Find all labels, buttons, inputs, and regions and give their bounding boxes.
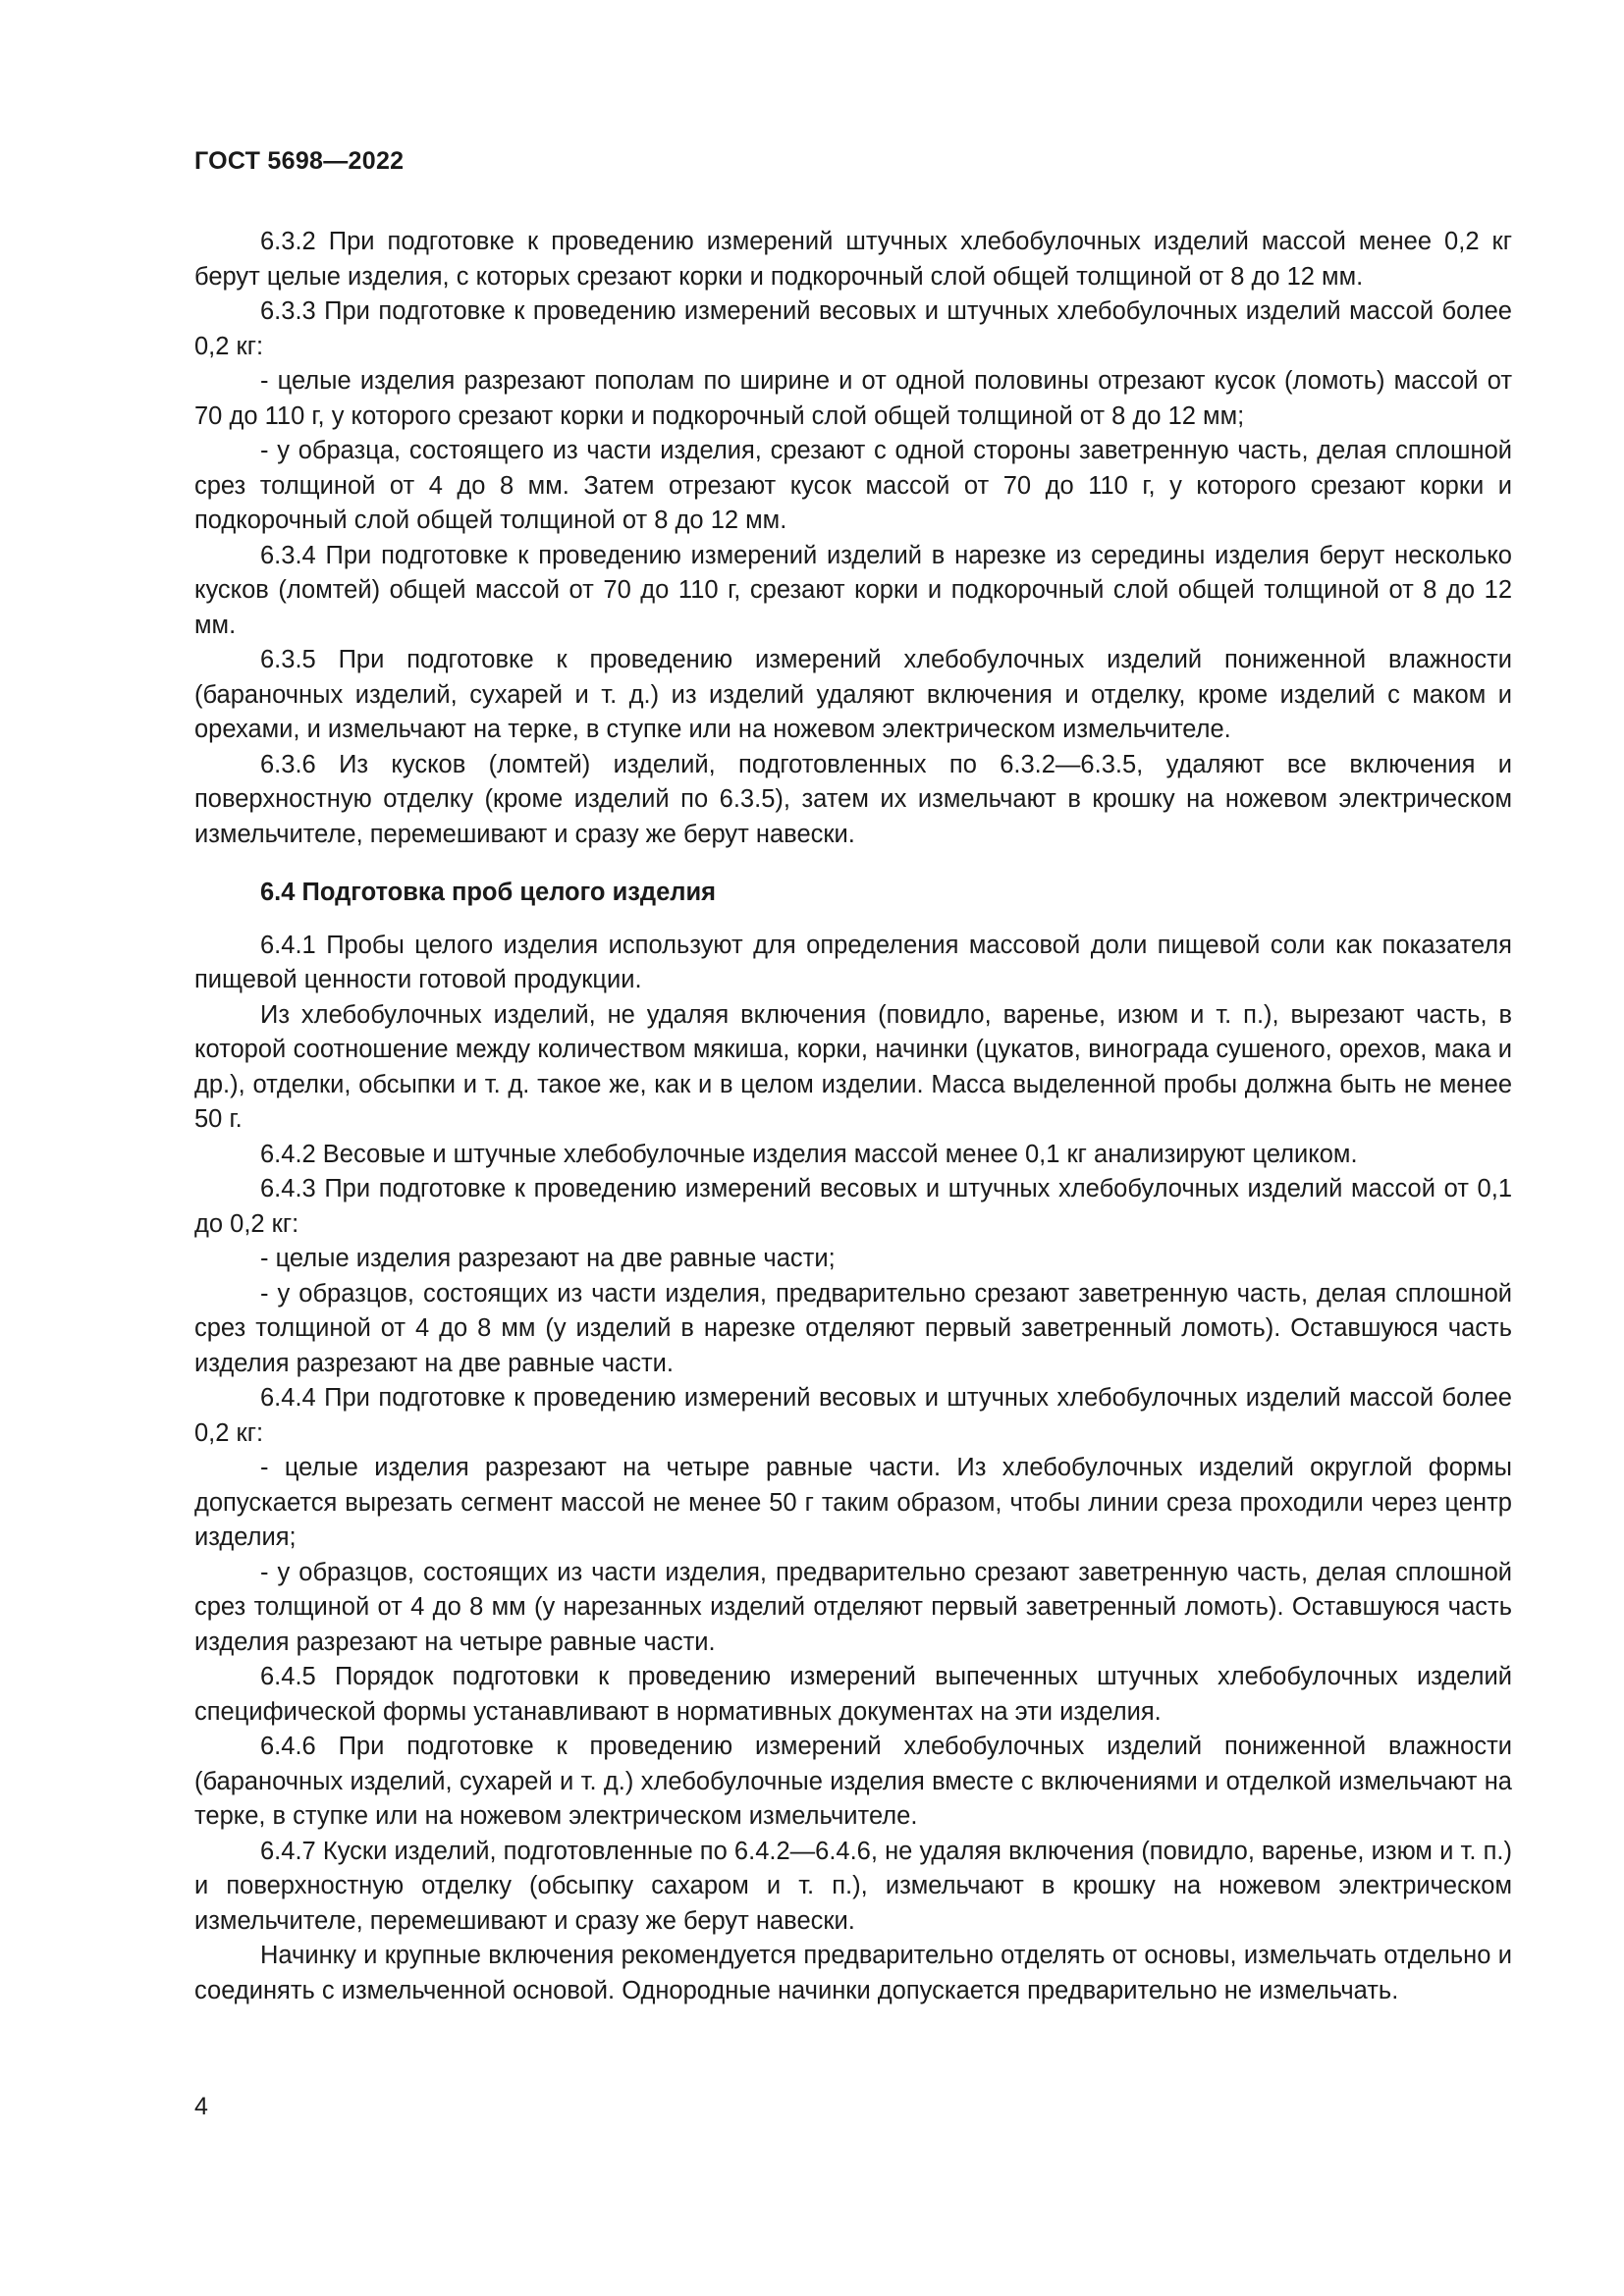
page-number: 4 — [194, 2093, 208, 2120]
section-heading-6-4: 6.4 Подготовка проб целого изделия — [260, 879, 717, 906]
paragraph-6-3-5: 6.3.5 При подготовке к проведению измерений хлебобулочных изделий пониженной влажности (бараночных изделий, сухарей и т. д.) из изделий удаляют включения и отделку, кроме изделий с маком и орехами, и измельчают на терке, в ступке или на ножевом электрическом измельчителе. — [194, 646, 1512, 743]
list-item: - у образцов, состоящих из части изделия, предварительно срезают заветренную часть, делая сплошной срез толщиной от 4 до 8 мм (у нарезанных изделий отделяют первый заветренный ломоть). Оставшуюся часть изделия разрезают на четыре равные части. — [194, 1558, 1512, 1656]
paragraph-6-4-5: 6.4.5 Порядок подготовки к проведению измерений выпеченных штучных хлебобулочных изделий специфической формы устанавливают в нормативных документах на эти изделия. — [194, 1663, 1512, 1726]
document-body — [194, 225, 1512, 2008]
paragraph-6-4-3: 6.4.3 При подготовке к проведению измерений весовых и штучных хлебобулочных изделий массой от 0,1 до 0,2 кг: — [194, 1175, 1512, 1238]
paragraph: Из хлебобулочных изделий, не удаляя включения (повидло, варенье, изюм и т. п.), вырезают часть, в которой соотношение между количеством мякиша, корки, начинки (цукатов, винограда сушеного, орехов, мака и др.), отделки, обсыпки и т. д. такое же, как и в целом изделии. Масса выделенной пробы должна быть не менее 50 г. — [194, 1000, 1512, 1133]
paragraph-6-4-7: 6.4.7 Куски изделий, подготовленные по 6.4.2—6.4.6, не удаляя включения (повидло, варенье, изюм и т. п.) и поверхностную отделку (обсыпку сахаром и т. п.), измельчают в крошку на ножевом электрическом измельчителе, перемешивают и сразу же берут навески. — [194, 1837, 1512, 1935]
list-item: - целые изделия разрезают пополам по ширине и от одной половины отрезают кусок (ломоть) массой от 70 до 110 г, у которого срезают корки и подкорочный слой общей толщиной от 8 до 12 мм; — [194, 367, 1512, 430]
list-item: - целые изделия разрезают на две равные части; — [260, 1245, 836, 1272]
list-item: - целые изделия разрезают на четыре равные части. Из хлебобулочных изделий округлой формы допускается вырезать сегмент массой не менее 50 г таким образом, чтобы линии среза проходили через центр изделия; — [194, 1454, 1512, 1551]
paragraph-6-3-2: 6.3.2 При подготовке к проведению измерений штучных хлебобулочных изделий массой менее 0,2 кг берут целые изделия, с которых срезают корки и подкорочный слой общей толщиной от 8 до 12 мм. — [194, 228, 1512, 291]
paragraph-6-3-6: 6.3.6 Из кусков (ломтей) изделий, подготовленных по 6.3.2—6.3.5, удаляют все включения и поверхностную отделку (кроме изделий по 6.3.5), затем их измельчают в крошку на ножевом электрическом измельчителе, перемешивают и сразу же берут навески. — [194, 750, 1512, 848]
paragraph-6-4-4: 6.4.4 При подготовке к проведению измерений весовых и штучных хлебобулочных изделий массой более 0,2 кг: — [194, 1384, 1512, 1447]
paragraph-6-3-3: 6.3.3 При подготовке к проведению измерений весовых и штучных хлебобулочных изделий массой более 0,2 кг: — [194, 297, 1512, 360]
list-item: - у образцов, состоящих из части изделия, предварительно срезают заветренную часть, делая сплошной срез толщиной от 4 до 8 мм (у изделий в нарезке отделяют первый заветренный ломоть). Оставшуюся часть изделия разрезают на две равные части. — [194, 1279, 1512, 1377]
list-item: - у образца, состоящего из части изделия, срезают с одной стороны заветренную часть, делая сплошной срез толщиной от 4 до 8 мм. Затем отрезают кусок массой от 70 до 110 г, у которого срезают корки и подкорочный слой общей толщиной от 8 до 12 мм. — [194, 437, 1512, 534]
document-header: ГОСТ 5698—2022 — [194, 147, 405, 175]
paragraph-6-4-2: 6.4.2 Весовые и штучные хлебобулочные изделия массой менее 0,1 кг анализируют целиком. — [260, 1140, 1358, 1168]
paragraph-6-3-4: 6.3.4 При подготовке к проведению измерений изделий в нарезке из середины изделия берут несколько кусков (ломтей) общей массой от 70 до 110 г, срезают корки и подкорочный слой общей толщиной от 8 до 12 мм. — [194, 541, 1512, 639]
paragraph: Начинку и крупные включения рекомендуется предварительно отделять от основы, измельчать отдельно и соединять с измельченной основой. Однородные начинки допускается предварительно не измельчать. — [194, 1942, 1512, 2004]
paragraph-6-4-1: 6.4.1 Пробы целого изделия используют для определения массовой доли пищевой соли как показателя пищевой ценности готовой продукции. — [194, 931, 1512, 993]
paragraph-6-4-6: 6.4.6 При подготовке к проведению измерений хлебобулочных изделий пониженной влажности (бараночных изделий, сухарей и т. д.) хлебобулочные изделия вместе с включениями и отделкой измельчают на терке, в ступке или на ножевом электрическом измельчителе. — [194, 1733, 1512, 1830]
